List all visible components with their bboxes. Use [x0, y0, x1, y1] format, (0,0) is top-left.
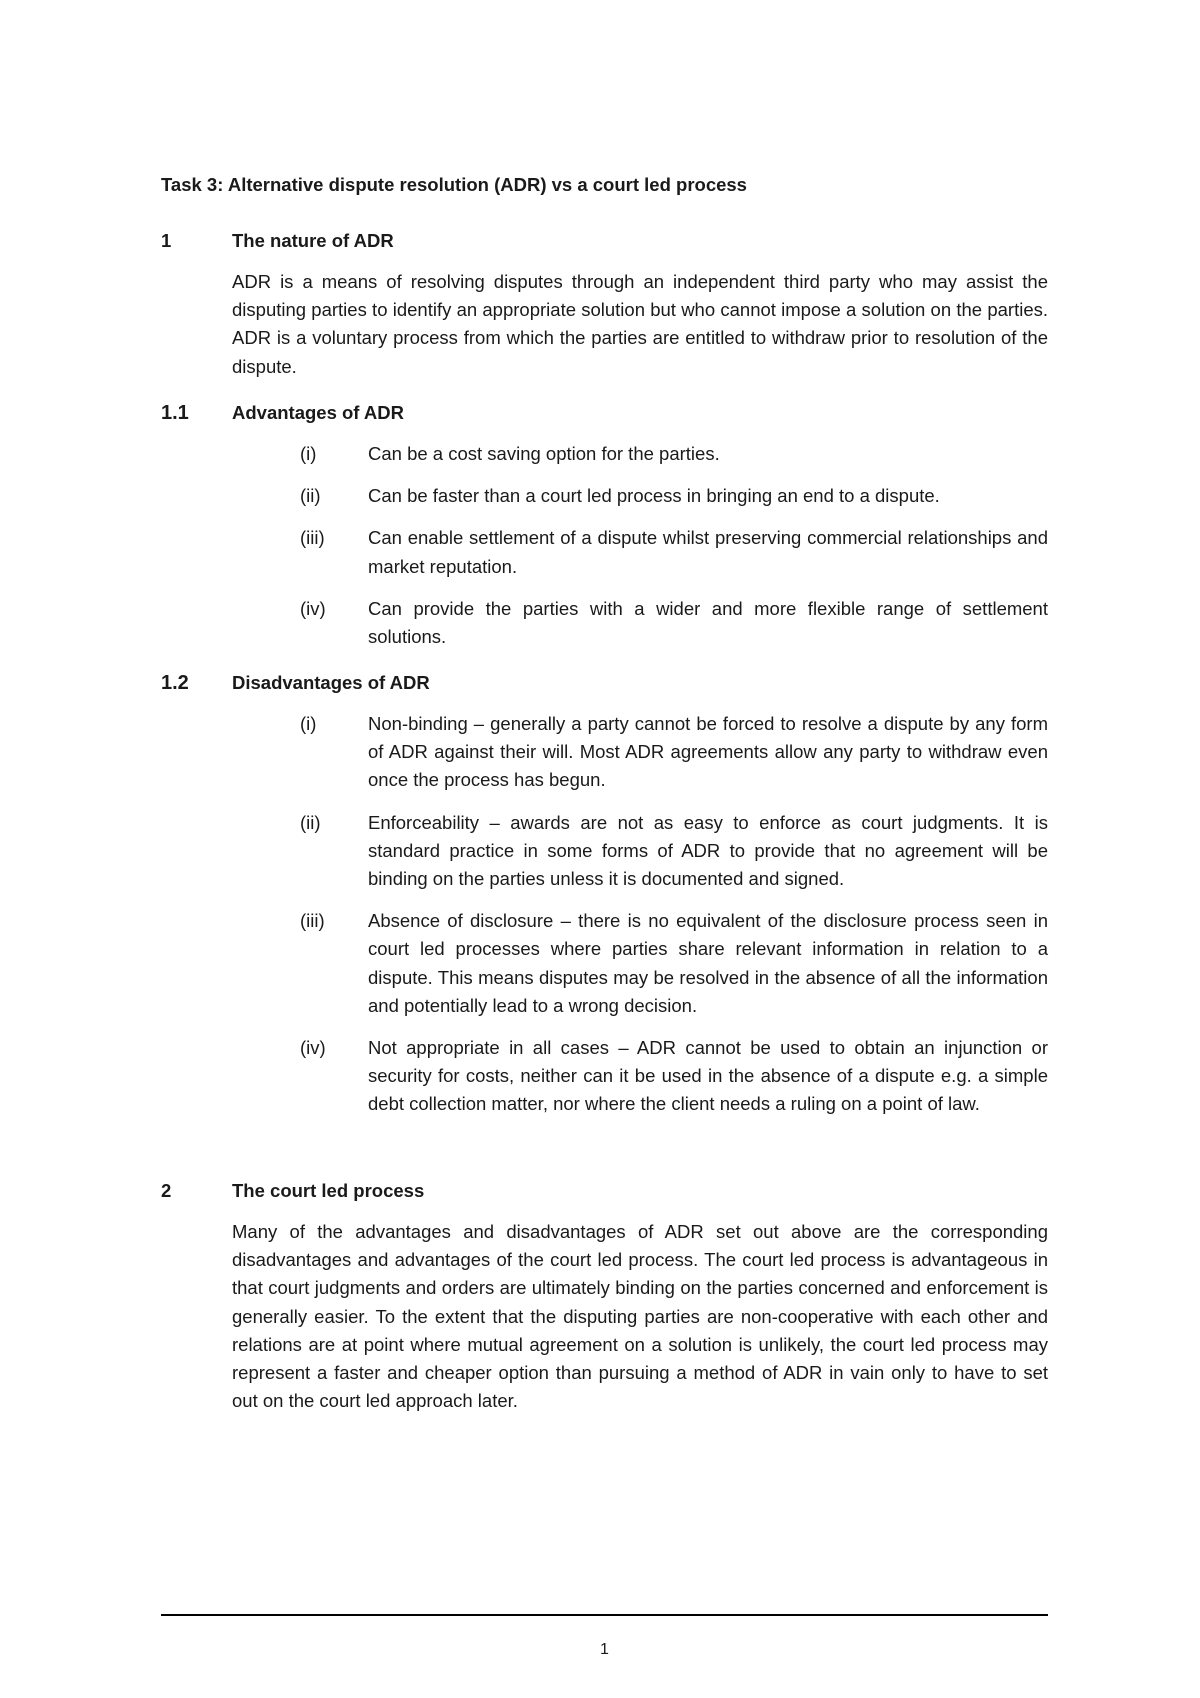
section-advantages-of-adr	[161, 400, 1048, 651]
list-item-marker: (ii)	[300, 485, 321, 507]
section-heading	[161, 1178, 1048, 1204]
list-item-text: Not appropriate in all cases – ADR cannot be used to obtain an injunction or security for costs, neither can it be used in the absence of a dispute e.g. a simple debt collection matter, nor where the client needs a ruling on a point of law.	[368, 1037, 1048, 1115]
list-item-text: Can be a cost saving option for the parties.	[368, 443, 720, 464]
section-number: 1.1	[161, 402, 189, 424]
section-number: 1.2	[161, 672, 189, 694]
list-item-text: Can be faster than a court led process in bringing an end to a dispute.	[368, 485, 940, 507]
advantages-list	[161, 440, 1048, 651]
section-heading	[161, 670, 1048, 696]
section-heading	[161, 228, 1048, 254]
section-disadvantages-of-adr	[161, 670, 1048, 1119]
list-item-marker: (iii)	[300, 527, 325, 549]
list-item-marker: (i)	[300, 443, 317, 464]
document-title: Task 3: Alternative dispute resolution (ADR) vs a court led process	[161, 174, 747, 195]
section-heading	[161, 400, 1048, 426]
list-item-marker: (iv)	[300, 597, 326, 619]
section-number: 1	[161, 230, 172, 251]
list-item-text: Enforceability – awards are not as easy to enforce as court judgments. It is standard practice in some forms of ADR to provide that no agreement will be binding on the parties unless it is documented and signed.	[368, 811, 1048, 890]
section-title: The court led process	[232, 1180, 425, 1201]
list-item-text: Absence of disclosure – there is no equivalent of the disclosure process seen in court led processes where parties share relevant information in relation to a dispute. This means disputes may be resolved in the absence of all the information and potentially lead to a wrong decision.	[368, 910, 1048, 1016]
list-item-text: Can provide the parties with a wider and more flexible range of settlement solutions.	[368, 597, 1048, 648]
section-number: 2	[161, 1180, 172, 1201]
list-item-text: Can enable settlement of a dispute whilst preserving commercial relationships and market reputation.	[368, 527, 1048, 577]
list-item	[161, 710, 1048, 795]
page-number: 1	[600, 1641, 609, 1658]
list-item	[161, 524, 1048, 580]
section-title: Advantages of ADR	[232, 402, 405, 423]
list-item-marker: (iv)	[300, 1037, 326, 1059]
footer-divider	[161, 1614, 1048, 1616]
section-paragraph: ADR is a means of resolving disputes through an independent third party who may assist the disputing parties to identify an appropriate solution but who cannot impose a solution on the parties. ADR is a voluntary process from which the parties are entitled to withdraw prior to resolution of the dispute.	[232, 271, 1048, 377]
section-title: Disadvantages of ADR	[232, 672, 430, 693]
list-item-text: Non-binding – generally a party cannot be forced to resolve a dispute by any form of ADR against their will. Most ADR agreements allow any party to withdraw even once the process has begun.	[368, 713, 1048, 791]
section-nature-of-adr	[161, 228, 1048, 381]
list-item-marker: (iii)	[300, 910, 325, 932]
section-paragraph: Many of the advantages and disadvantages of ADR set out above are the corresponding disadvantages and advantages of the court led process. The court led process is advantageous in that court judgments and orders are ultimately binding on the parties concerned and enforcement is generally easier. To the extent that the disputing parties are non-cooperative with each other and relations are at point where mutual agreement on a solution is unlikely, the court led process may represent a faster and cheaper option than pursuing a method of ADR in vain only to have to set out on the court led approach later.	[232, 1221, 1048, 1412]
list-item	[161, 907, 1048, 1020]
list-item	[161, 440, 1048, 468]
section-title: The nature of ADR	[232, 230, 394, 251]
list-item	[161, 809, 1048, 894]
document-page	[161, 0, 1048, 1698]
list-item-marker: (ii)	[300, 811, 321, 833]
section-court-led-process	[161, 1178, 1048, 1415]
list-item-marker: (i)	[300, 713, 317, 734]
list-item	[161, 595, 1048, 651]
list-item	[161, 482, 1048, 510]
disadvantages-list	[161, 710, 1048, 1119]
list-item	[161, 1034, 1048, 1119]
